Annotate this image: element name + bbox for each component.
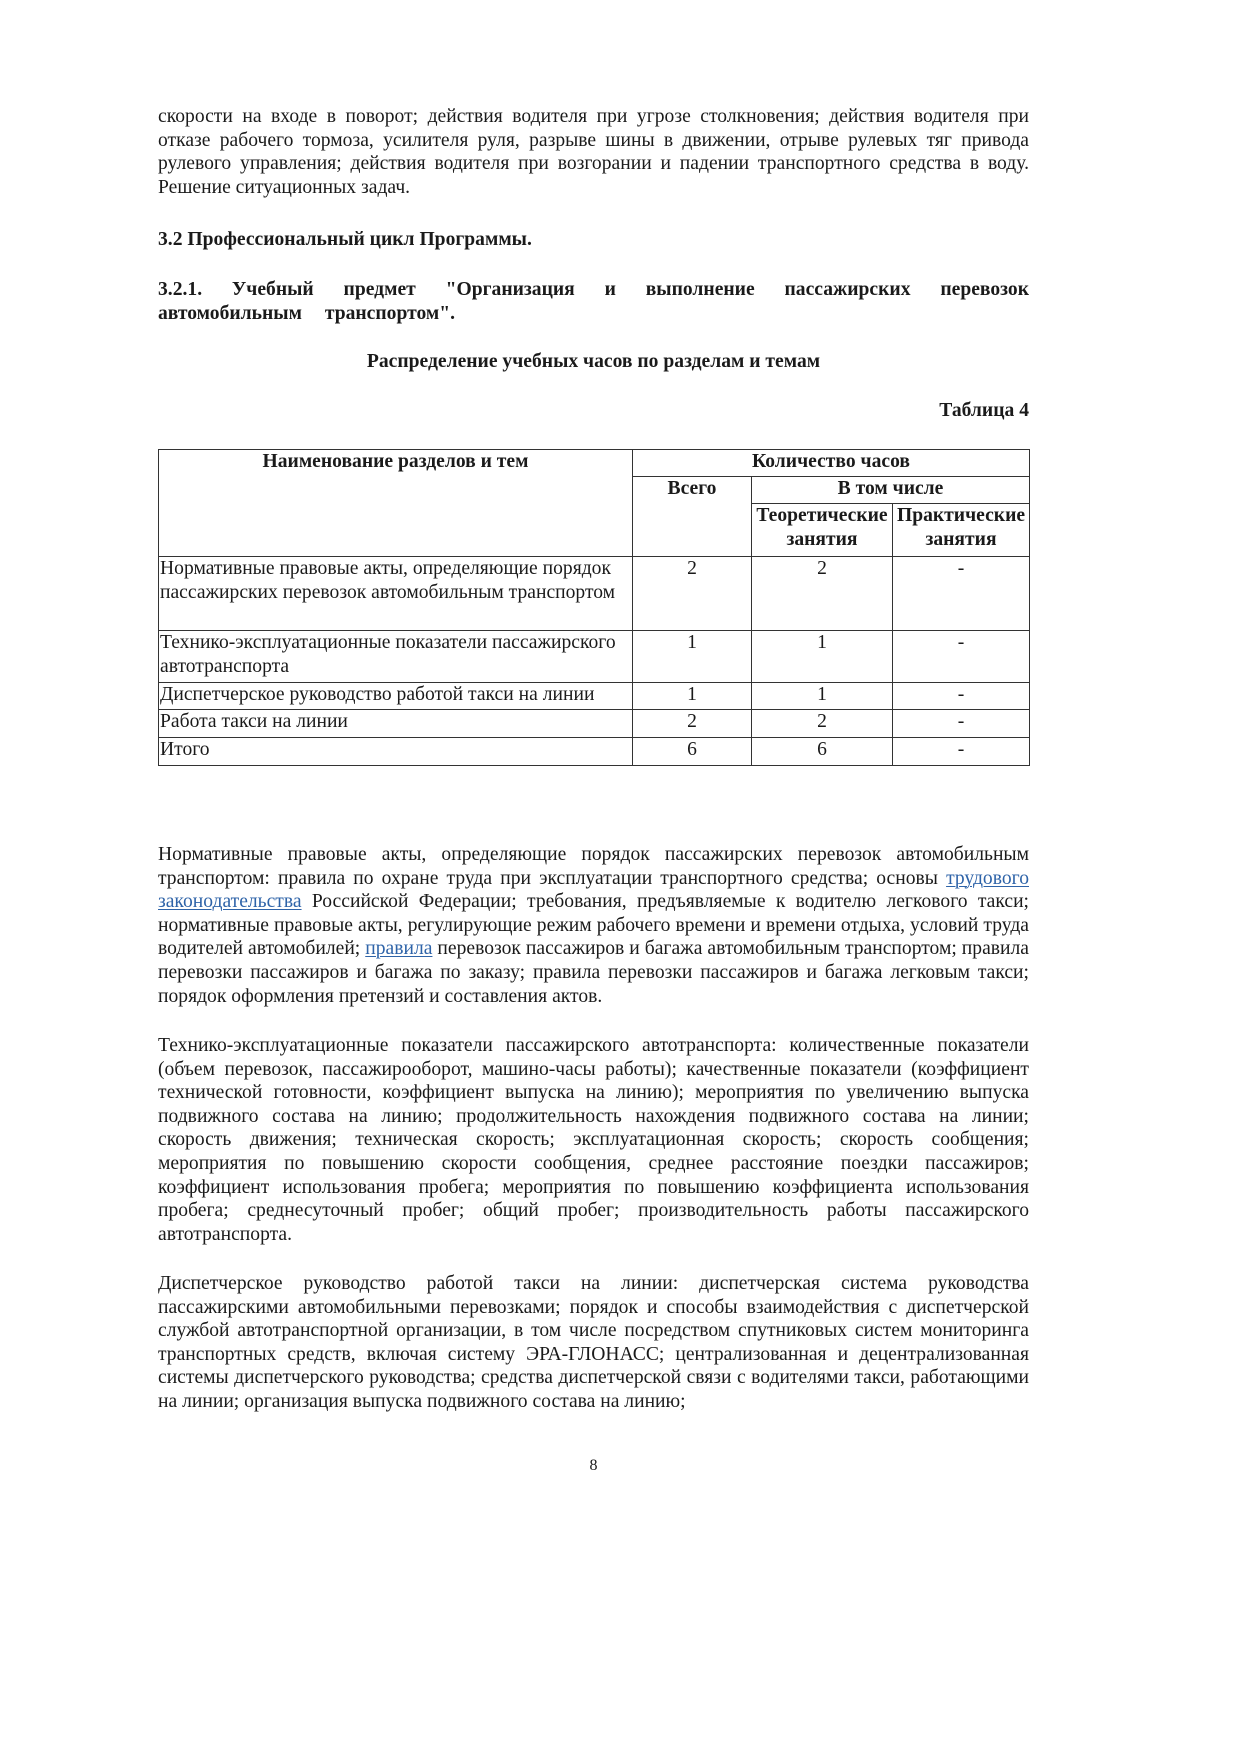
header-total: Всего bbox=[633, 477, 752, 557]
paragraph-legal-acts bbox=[158, 843, 1029, 1008]
labor-law-link[interactable]: трудового законодательства bbox=[158, 867, 1029, 913]
row-total: 2 bbox=[633, 710, 752, 738]
page-number: 8 bbox=[589, 1457, 598, 1474]
row-practice: - bbox=[893, 631, 1030, 683]
table-label: Таблица 4 bbox=[939, 400, 1029, 421]
row-total: 1 bbox=[633, 683, 752, 710]
row-theory: 2 bbox=[752, 557, 893, 631]
rules-link[interactable]: правила bbox=[365, 938, 433, 960]
table-row bbox=[159, 683, 1030, 710]
row-practice: - bbox=[893, 683, 1030, 710]
header-name-column: Наименование разделов и тем bbox=[159, 450, 633, 557]
row-practice: - bbox=[893, 738, 1030, 766]
table-row bbox=[159, 710, 1030, 738]
row-theory: 1 bbox=[752, 683, 893, 710]
row-total: 2 bbox=[633, 557, 752, 631]
subsection-heading: 3.2.1. Учебный предмет "Организация и выполнение пассажирских перевозок автомобильным транспортом". bbox=[158, 279, 1029, 324]
row-theory: 1 bbox=[752, 631, 893, 683]
paragraph-dispatch-management: Диспетчерское руководство работой такси на линии: диспетчерская система руководства пассажирскими автомобильными перевозками; порядок и способы взаимодействия с диспетчерской службой автотранспортной организации, в том числе посредством спутниковых систем мониторинга транспортных средств, включая систему ЭРА-ГЛОНАСС; централизованная и децентрализованная системы диспетчерского руководства; средства диспетчерской связи с водителями такси, работающими на линии; организация выпуска подвижного состава на линию; bbox=[158, 1273, 1029, 1412]
table-title: Распределение учебных часов по разделам и темам bbox=[366, 351, 821, 372]
table-row bbox=[159, 557, 1030, 631]
row-name: Итого bbox=[159, 738, 633, 766]
paragraph-text: Нормативные правовые акты, определяющие порядок пассажирских перевозок автомобильным транспортом: правила по охране труда при эксплуатации транспортного средства; основы bbox=[158, 844, 1029, 889]
row-theory: 6 bbox=[752, 738, 893, 766]
table-row bbox=[159, 631, 1030, 683]
header-hours-group: Количество часов bbox=[633, 450, 1030, 477]
row-name: Технико-эксплуатационные показатели пассажирского автотранспорта bbox=[159, 631, 633, 683]
row-practice: - bbox=[893, 710, 1030, 738]
row-theory: 2 bbox=[752, 710, 893, 738]
paragraph-text: Российской Федерации; требования, предъявляемые к водителю легкового такси; нормативные правовые акты, регулирующие режим рабочего времени и времени отдыха, условий труда водителей автомобилей; bbox=[158, 891, 1029, 960]
row-practice: - bbox=[893, 557, 1030, 631]
row-name: Работа такси на линии bbox=[159, 710, 633, 738]
paragraph-technical-indicators: Технико-эксплуатационные показатели пассажирского автотранспорта: количественные показатели (объем перевозок, пассажирооборот, машино-часы работы); качественные показатели (коэффициент технической готовности, коэффициент выпуска на линию); мероприятия по увеличению выпуска подвижного состава на линию; продолжительность нахождения подвижного состава на линии; скорость движения; техническая скорость; эксплуатационная скорость; скорость сообщения; мероприятия по повышению скорости сообщения, среднее расстояние поездки пассажиров; коэффициент использования пробега; мероприятия по повышению коэффициента использования пробега; среднесуточный пробег; общий пробег; производительность работы пассажирского автотранспорта. bbox=[158, 1035, 1029, 1245]
row-total: 1 bbox=[633, 631, 752, 683]
paragraph-text: перевозок пассажиров и багажа автомобильным транспортом; правила перевозки пассажиров и багажа по заказу; правила перевозки пассажиров и багажа легковым такси; порядок оформления претензий и составления актов. bbox=[158, 938, 1029, 1007]
header-theory: Теоретические занятия bbox=[752, 504, 893, 557]
intro-paragraph: скорости на входе в поворот; действия водителя при угрозе столкновения; действия водителя при отказе рабочего тормоза, усилителя руля, разрыве шины в движении, отрыве рулевых тяг привода рулевого управления; действия водителя при возгорании и падении транспортного средства в воду. Решение ситуационных задач. bbox=[158, 106, 1029, 198]
row-name: Диспетчерское руководство работой такси на линии bbox=[159, 683, 633, 710]
row-total: 6 bbox=[633, 738, 752, 766]
table-row-total bbox=[159, 738, 1030, 766]
header-including: В том числе bbox=[752, 477, 1030, 504]
header-practice: Практические занятия bbox=[893, 504, 1030, 557]
row-name: Нормативные правовые акты, определяющие порядок пассажирских перевозок автомобильным транспортом bbox=[159, 557, 633, 631]
section-heading: 3.2 Профессиональный цикл Программы. bbox=[158, 229, 532, 250]
hours-distribution-table bbox=[158, 449, 1030, 766]
table-header-row-1 bbox=[159, 450, 1030, 477]
